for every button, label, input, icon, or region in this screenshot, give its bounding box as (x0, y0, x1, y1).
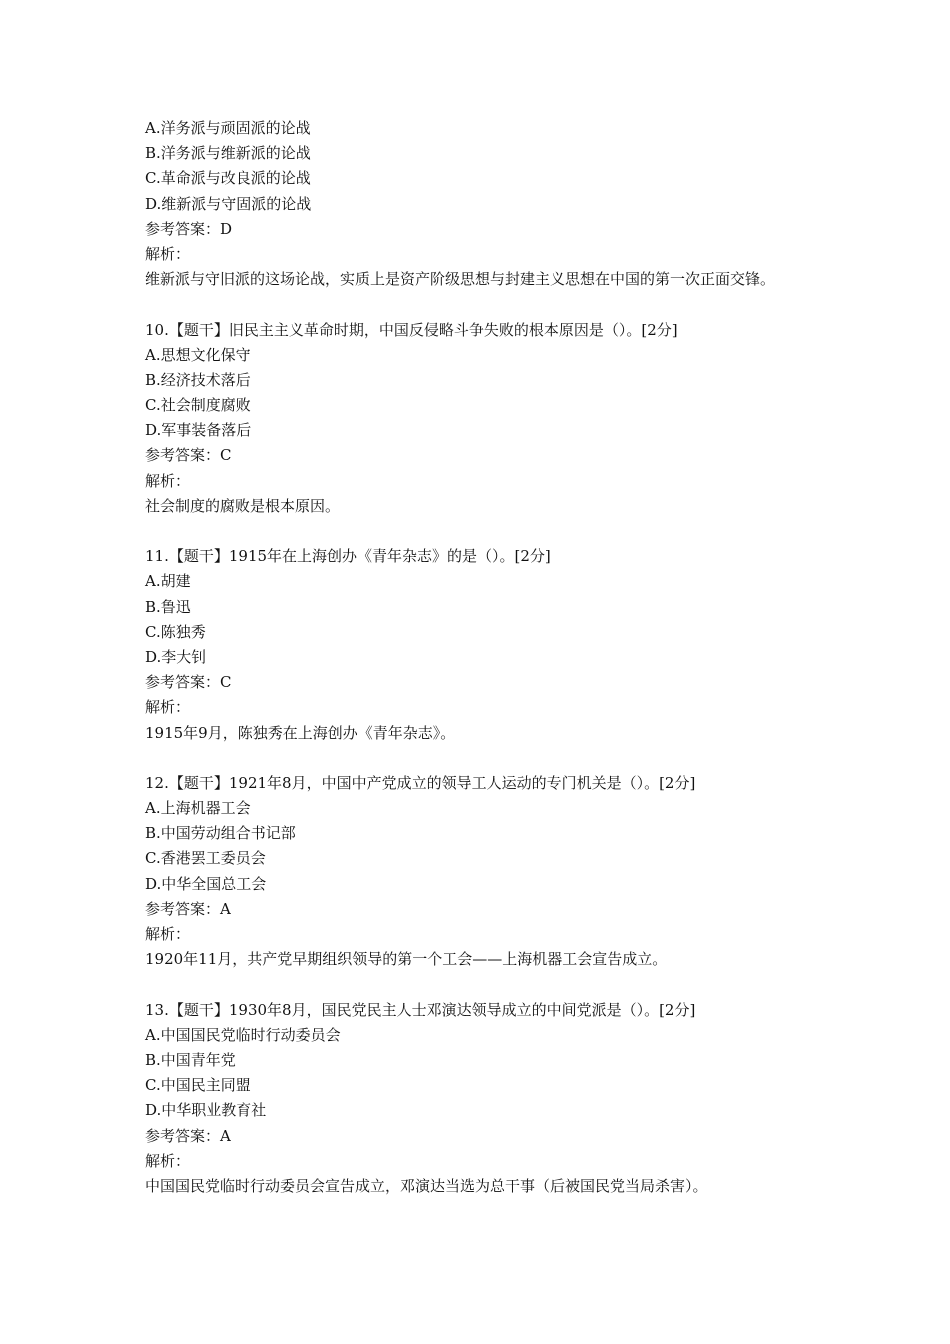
analysis-text: 维新派与守旧派的这场论战，实质上是资产阶级思想与封建主义思想在中国的第一次正面交锋。 (145, 270, 776, 289)
option-a: A.洋务派与顽固派的论战 (145, 119, 311, 137)
spacer (145, 292, 815, 317)
question-13 (145, 998, 815, 1200)
option-c: C.陈独秀 (145, 622, 206, 641)
option-b: B.鲁迅 (145, 597, 191, 616)
option-b: B.经济技术落后 (145, 370, 251, 389)
answer: 参考答案：D (145, 219, 233, 238)
document-page (145, 116, 815, 1199)
analysis-label: 解析： (145, 244, 191, 263)
question-stem: 11.【题干】1915年在上海创办《青年杂志》的是（）。[2分] (145, 547, 551, 566)
option-b: B.中国劳动组合书记部 (145, 824, 296, 843)
option-d: D.中华职业教育社 (145, 1101, 267, 1120)
answer: 参考答案：C (145, 446, 232, 465)
option-a: A.胡建 (145, 572, 191, 591)
answer: 参考答案：C (145, 673, 232, 692)
option-b: B.中国青年党 (145, 1050, 236, 1069)
option-a: A.上海机器工会 (145, 799, 251, 818)
analysis-label: 解析： (145, 925, 191, 944)
answer: 参考答案：A (145, 899, 231, 918)
option-c: C.社会制度腐败 (145, 396, 251, 415)
spacer (145, 746, 815, 771)
option-a: A.中国国民党临时行动委员会 (145, 1025, 341, 1044)
option-d: D.李大钊 (145, 647, 207, 666)
question-stem: 10.【题干】旧民主主义革命时期，中国反侵略斗争失败的根本原因是（）。[2分] (145, 320, 678, 339)
option-c: C.中国民主同盟 (145, 1076, 251, 1095)
analysis-text: 1915年9月，陈独秀在上海创办《青年杂志》。 (145, 723, 456, 742)
analysis-label: 解析： (145, 698, 191, 717)
analysis-label: 解析： (145, 1151, 191, 1170)
spacer (145, 972, 815, 997)
analysis-text: 中国国民党临时行动委员会宣告成立，邓演达当选为总干事（后被国民党当局杀害）。 (145, 1176, 708, 1195)
analysis-text: 社会制度的腐败是根本原因。 (145, 496, 341, 515)
option-b: B.洋务派与维新派的论战 (145, 144, 311, 163)
question-stem: 12.【题干】1921年8月，中国中产党成立的领导工人运动的专门机关是（）。[2分] (145, 773, 696, 792)
option-c: C.革命派与改良派的论战 (145, 169, 311, 188)
option-d: D.中华全国总工会 (145, 874, 267, 893)
analysis-label: 解析： (145, 471, 191, 490)
option-d: D.军事装备落后 (145, 421, 252, 440)
question-10 (145, 318, 815, 520)
option-a: A.思想文化保守 (145, 345, 251, 364)
option-c: C.香港罢工委员会 (145, 849, 266, 868)
spacer (145, 519, 815, 544)
question-9-fragment (145, 116, 815, 292)
question-12 (145, 771, 815, 973)
question-11 (145, 544, 815, 746)
question-stem: 13.【题干】1930年8月，国民党民主人士邓演达领导成立的中间党派是（）。[2分] (145, 1000, 696, 1019)
option-d: D.维新派与守固派的论战 (145, 194, 312, 213)
analysis-text: 1920年11月，共产党早期组织领导的第一个工会——上海机器工会宣告成立。 (145, 950, 668, 969)
answer: 参考答案：A (145, 1126, 231, 1145)
